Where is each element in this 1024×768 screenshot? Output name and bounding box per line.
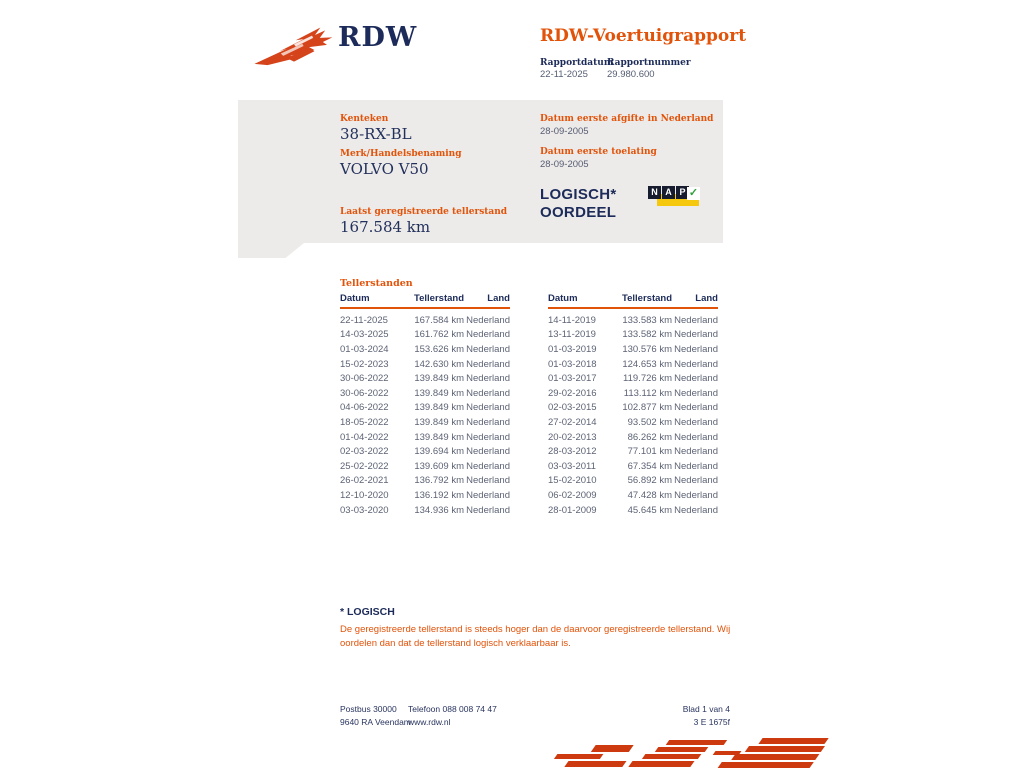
- table-row: [548, 488, 718, 503]
- table-row: [340, 459, 510, 474]
- land-cell: Nederland: [466, 504, 510, 516]
- land-cell: Nederland: [466, 343, 510, 355]
- datum-cell: 26-02-2021: [340, 475, 389, 487]
- land-cell: Nederland: [674, 416, 718, 428]
- land-column-header: Land: [672, 293, 718, 308]
- datum-cell: 30-06-2022: [340, 373, 389, 385]
- table-row: [548, 503, 718, 518]
- tellerstand-cell: 130.576 km: [622, 343, 672, 355]
- tellerstand-cell: 136.192 km: [414, 489, 464, 501]
- land-cell: Nederland: [466, 431, 510, 443]
- merk-value: VOLVO V50: [340, 160, 429, 178]
- nap-letter-p: P: [676, 186, 689, 199]
- datum-cell: 18-05-2022: [340, 416, 389, 428]
- land-column-header: Land: [464, 293, 510, 308]
- nap-checkmark-icon: ✓: [688, 187, 699, 199]
- tellerstand-cell: 134.936 km: [414, 504, 464, 516]
- table-row: [340, 415, 510, 430]
- table-row: [340, 488, 510, 503]
- land-cell: Nederland: [674, 314, 718, 326]
- report-date-label: Rapportdatum: [540, 58, 614, 68]
- land-cell: Nederland: [466, 358, 510, 370]
- page-title: RDW-Voertuigrapport: [540, 26, 747, 46]
- tellerstanden-right-table: [548, 293, 718, 517]
- land-cell: Nederland: [466, 416, 510, 428]
- rdw-wordmark: RDW: [338, 22, 418, 53]
- tellerstand-cell: 86.262 km: [627, 431, 672, 443]
- vehicle-box-right-column: [540, 113, 723, 241]
- tellerstand-column-header: Tellerstand: [402, 293, 464, 308]
- table-row: [340, 503, 510, 518]
- footer-phone: Telefoon 088 008 74 47: [408, 704, 497, 714]
- tellerstand-cell: 56.892 km: [627, 475, 672, 487]
- land-cell: Nederland: [466, 402, 510, 414]
- table-header-row: [548, 293, 718, 308]
- tellerstand-cell: 113.112 km: [623, 387, 672, 399]
- datum-cell: 01-03-2017: [548, 373, 597, 385]
- land-cell: Nederland: [674, 402, 718, 414]
- table-row: [548, 371, 718, 386]
- land-cell: Nederland: [466, 387, 510, 399]
- table-header-row: [340, 293, 510, 308]
- datum-cell: 03-03-2011: [548, 460, 596, 472]
- footer-city: 9640 RA Veendam: [340, 716, 411, 727]
- report-number-value: 29.980.600: [607, 69, 655, 80]
- datum-cell: 06-02-2009: [548, 489, 597, 501]
- footer-form-code: 3 E 1675f: [693, 716, 730, 727]
- logisch-explanation: [340, 606, 732, 650]
- vehicle-box-left-column: [340, 113, 540, 241]
- datum-cell: 12-10-2020: [340, 489, 389, 501]
- land-cell: Nederland: [674, 475, 718, 487]
- tellerstand-cell: 136.792 km: [414, 475, 464, 487]
- datum-cell: 28-01-2009: [548, 504, 597, 516]
- tellerstand-cell: 139.849 km: [414, 416, 464, 428]
- table-row: [340, 386, 510, 401]
- tellerstand-cell: 139.849 km: [414, 431, 464, 443]
- tellerstand-cell: 47.428 km: [627, 489, 672, 501]
- land-cell: Nederland: [674, 431, 718, 443]
- tellerstand-cell: 161.762 km: [414, 329, 464, 341]
- datum-cell: 01-03-2019: [548, 343, 597, 355]
- table-row: [340, 357, 510, 372]
- oordeel-line1: LOGISCH*: [540, 186, 617, 203]
- table-row: [548, 474, 718, 489]
- tellerstanden-left-table: [340, 293, 510, 517]
- datum-column-header: Datum: [340, 293, 402, 308]
- datum-cell: 25-02-2022: [340, 460, 389, 472]
- datum-cell: 30-06-2022: [340, 387, 389, 399]
- oordeel-line2: OORDEEL: [540, 204, 617, 221]
- table-row: [340, 308, 510, 328]
- tellerstand-cell: 102.877 km: [622, 402, 672, 414]
- land-cell: Nederland: [674, 373, 718, 385]
- tellerstand-cell: 93.502 km: [627, 416, 672, 428]
- land-cell: Nederland: [674, 329, 718, 341]
- table-row: [548, 430, 718, 445]
- report-date-value: 22-11-2025: [540, 69, 588, 80]
- afgifte-label: Datum eerste afgifte in Nederland: [540, 114, 714, 124]
- land-cell: Nederland: [466, 460, 510, 472]
- land-cell: Nederland: [466, 446, 510, 458]
- oordeel-row: [540, 186, 723, 222]
- tellerstanden-section-title: Tellerstanden: [340, 278, 413, 289]
- table-row: [548, 386, 718, 401]
- datum-cell: 27-02-2014: [548, 416, 597, 428]
- tellerstand-cell: 139.694 km: [414, 446, 464, 458]
- datum-cell: 28-03-2012: [548, 446, 597, 458]
- tellerstand-cell: 124.653 km: [622, 358, 672, 370]
- datum-cell: 13-11-2019: [548, 329, 596, 341]
- tellerstand-cell: 153.626 km: [414, 343, 464, 355]
- datum-cell: 02-03-2022: [340, 446, 389, 458]
- datum-cell: 03-03-2020: [340, 504, 389, 516]
- table-row: [548, 459, 718, 474]
- toelating-value: 28-09-2005: [540, 159, 589, 170]
- rdw-decorative-stripes-graphic: [540, 736, 832, 768]
- table-row: [340, 430, 510, 445]
- footer-contact: [408, 703, 497, 728]
- nap-letter-n: N: [648, 186, 661, 199]
- table-row: [340, 328, 510, 343]
- datum-cell: 22-11-2025: [340, 314, 388, 326]
- datum-cell: 14-03-2025: [340, 329, 389, 341]
- footer-postbus: Postbus 30000: [340, 704, 397, 714]
- table-row: [548, 328, 718, 343]
- kenteken-label: Kenteken: [340, 114, 389, 124]
- land-cell: Nederland: [466, 489, 510, 501]
- tellerstand-value: 167.584 km: [340, 218, 431, 236]
- report-meta-labels: [540, 57, 691, 69]
- land-cell: Nederland: [466, 314, 510, 326]
- tellerstand-cell: 133.582 km: [622, 329, 672, 341]
- tellerstand-cell: 45.645 km: [627, 504, 672, 516]
- datum-cell: 01-04-2022: [340, 431, 389, 443]
- table-row: [548, 415, 718, 430]
- logisch-explanation-title: * LOGISCH: [340, 606, 395, 618]
- tellerstanden-section: [340, 278, 724, 517]
- tellerstand-cell: 133.583 km: [622, 314, 672, 326]
- land-cell: Nederland: [674, 504, 718, 516]
- footer-page-info: [683, 703, 730, 728]
- land-cell: Nederland: [674, 358, 718, 370]
- afgifte-value: 28-09-2005: [540, 126, 589, 137]
- land-cell: Nederland: [674, 460, 718, 472]
- table-row: [548, 401, 718, 416]
- land-cell: Nederland: [674, 489, 718, 501]
- datum-cell: 15-02-2023: [340, 358, 389, 370]
- datum-cell: 01-03-2018: [548, 358, 597, 370]
- tellerstand-cell: 119.726 km: [623, 373, 672, 385]
- datum-cell: 02-03-2015: [548, 402, 597, 414]
- table-row: [548, 342, 718, 357]
- nap-letter-a: A: [662, 186, 675, 199]
- land-cell: Nederland: [674, 446, 718, 458]
- tellerstand-cell: 139.609 km: [414, 460, 464, 472]
- footer-website[interactable]: www.rdw.nl: [408, 716, 451, 727]
- table-row: [340, 371, 510, 386]
- tellerstand-cell: 167.584 km: [414, 314, 464, 326]
- tellerstand-cell: 142.630 km: [414, 358, 464, 370]
- table-row: [340, 474, 510, 489]
- land-cell: Nederland: [466, 329, 510, 341]
- datum-cell: 14-11-2019: [548, 314, 596, 326]
- table-row: [548, 444, 718, 459]
- kenteken-value: 38-RX-BL: [340, 125, 412, 143]
- table-row: [340, 444, 510, 459]
- tellerstand-cell: 77.101 km: [627, 446, 672, 458]
- datum-column-header: Datum: [548, 293, 610, 308]
- datum-cell: 29-02-2016: [548, 387, 597, 399]
- land-cell: Nederland: [466, 373, 510, 385]
- merk-label: Merk/Handelsbenaming: [340, 149, 462, 159]
- tellerstand-cell: 67.354 km: [627, 460, 672, 472]
- table-row: [548, 357, 718, 372]
- table-row: [548, 308, 718, 328]
- footer-address: [340, 703, 411, 728]
- datum-cell: 20-02-2013: [548, 431, 597, 443]
- footer-page-indicator: Blad 1 van 4: [682, 704, 730, 714]
- vehicle-summary-box: [238, 100, 723, 243]
- tellerstand-cell: 139.849 km: [414, 387, 464, 399]
- tellerstand-cell: 139.849 km: [414, 373, 464, 385]
- land-cell: Nederland: [674, 387, 718, 399]
- tellerstand-cell: 139.849 km: [414, 402, 464, 414]
- tellerstand-column-header: Tellerstand: [610, 293, 672, 308]
- report-number-label: Rapportnummer: [607, 58, 691, 68]
- datum-cell: 01-03-2024: [340, 343, 389, 355]
- tellerstand-label: Laatst geregistreerde tellerstand: [340, 207, 508, 217]
- rdw-eagle-logo-icon: [252, 20, 336, 72]
- table-row: [340, 401, 510, 416]
- datum-cell: 04-06-2022: [340, 402, 389, 414]
- logisch-explanation-body: De geregistreerde tellerstand is steeds hoger dan de daarvoor geregistreerde tellerstand. Wij oordelen dan dat de tellerstand logisch verklaarbaar is.: [340, 624, 731, 649]
- report-meta-values: [540, 69, 655, 81]
- nap-logo-icon: [648, 186, 700, 208]
- land-cell: Nederland: [466, 475, 510, 487]
- table-row: [340, 342, 510, 357]
- datum-cell: 15-02-2010: [548, 475, 597, 487]
- toelating-label: Datum eerste toelating: [540, 147, 657, 157]
- land-cell: Nederland: [674, 343, 718, 355]
